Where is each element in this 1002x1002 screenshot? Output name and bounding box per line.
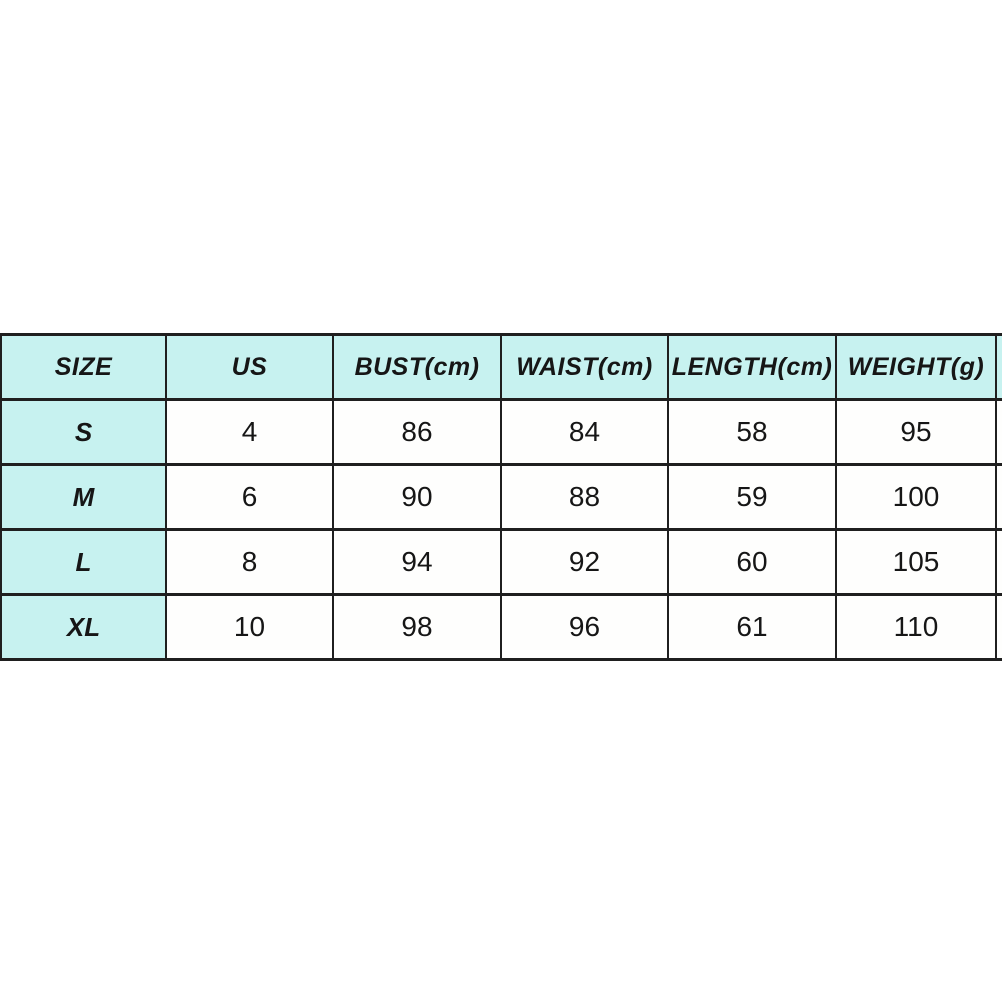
col-header-weight: WEIGHT(g) (836, 335, 996, 400)
cell-s-us: 4 (166, 400, 333, 465)
header-row (1, 335, 1002, 400)
cell-l-us: 8 (166, 530, 333, 595)
col-header-waist: WAIST(cm) (501, 335, 668, 400)
cell-m-us: 6 (166, 465, 333, 530)
cell-m-waist: 88 (501, 465, 668, 530)
size-chart-container (0, 333, 1002, 671)
cell-s-length: 58 (668, 400, 836, 465)
cell-s-clipped (996, 400, 1002, 465)
col-header-length: LENGTH(cm) (668, 335, 836, 400)
cell-s-bust: 86 (333, 400, 501, 465)
row-label-s: S (1, 400, 166, 465)
row-label-xl: XL (1, 595, 166, 660)
cell-l-bust: 94 (333, 530, 501, 595)
col-header-bust: BUST(cm) (333, 335, 501, 400)
cell-xl-length: 61 (668, 595, 836, 660)
cell-m-length: 59 (668, 465, 836, 530)
cell-s-weight: 95 (836, 400, 996, 465)
cell-l-clipped (996, 530, 1002, 595)
cell-m-clipped (996, 465, 1002, 530)
table-row-xl (1, 595, 1002, 660)
row-label-m: M (1, 465, 166, 530)
cell-m-weight: 100 (836, 465, 996, 530)
cell-l-weight: 105 (836, 530, 996, 595)
cell-l-length: 60 (668, 530, 836, 595)
size-chart-table (0, 333, 1002, 661)
cell-l-waist: 92 (501, 530, 668, 595)
col-header-clipped (996, 335, 1002, 400)
cell-s-waist: 84 (501, 400, 668, 465)
table-row-l (1, 530, 1002, 595)
table-row-m (1, 465, 1002, 530)
cell-xl-bust: 98 (333, 595, 501, 660)
table-row-s (1, 400, 1002, 465)
col-header-us: US (166, 335, 333, 400)
row-label-l: L (1, 530, 166, 595)
cell-m-bust: 90 (333, 465, 501, 530)
cell-xl-waist: 96 (501, 595, 668, 660)
col-header-size: SIZE (1, 335, 166, 400)
cell-xl-us: 10 (166, 595, 333, 660)
cell-xl-clipped (996, 595, 1002, 660)
cell-xl-weight: 110 (836, 595, 996, 660)
